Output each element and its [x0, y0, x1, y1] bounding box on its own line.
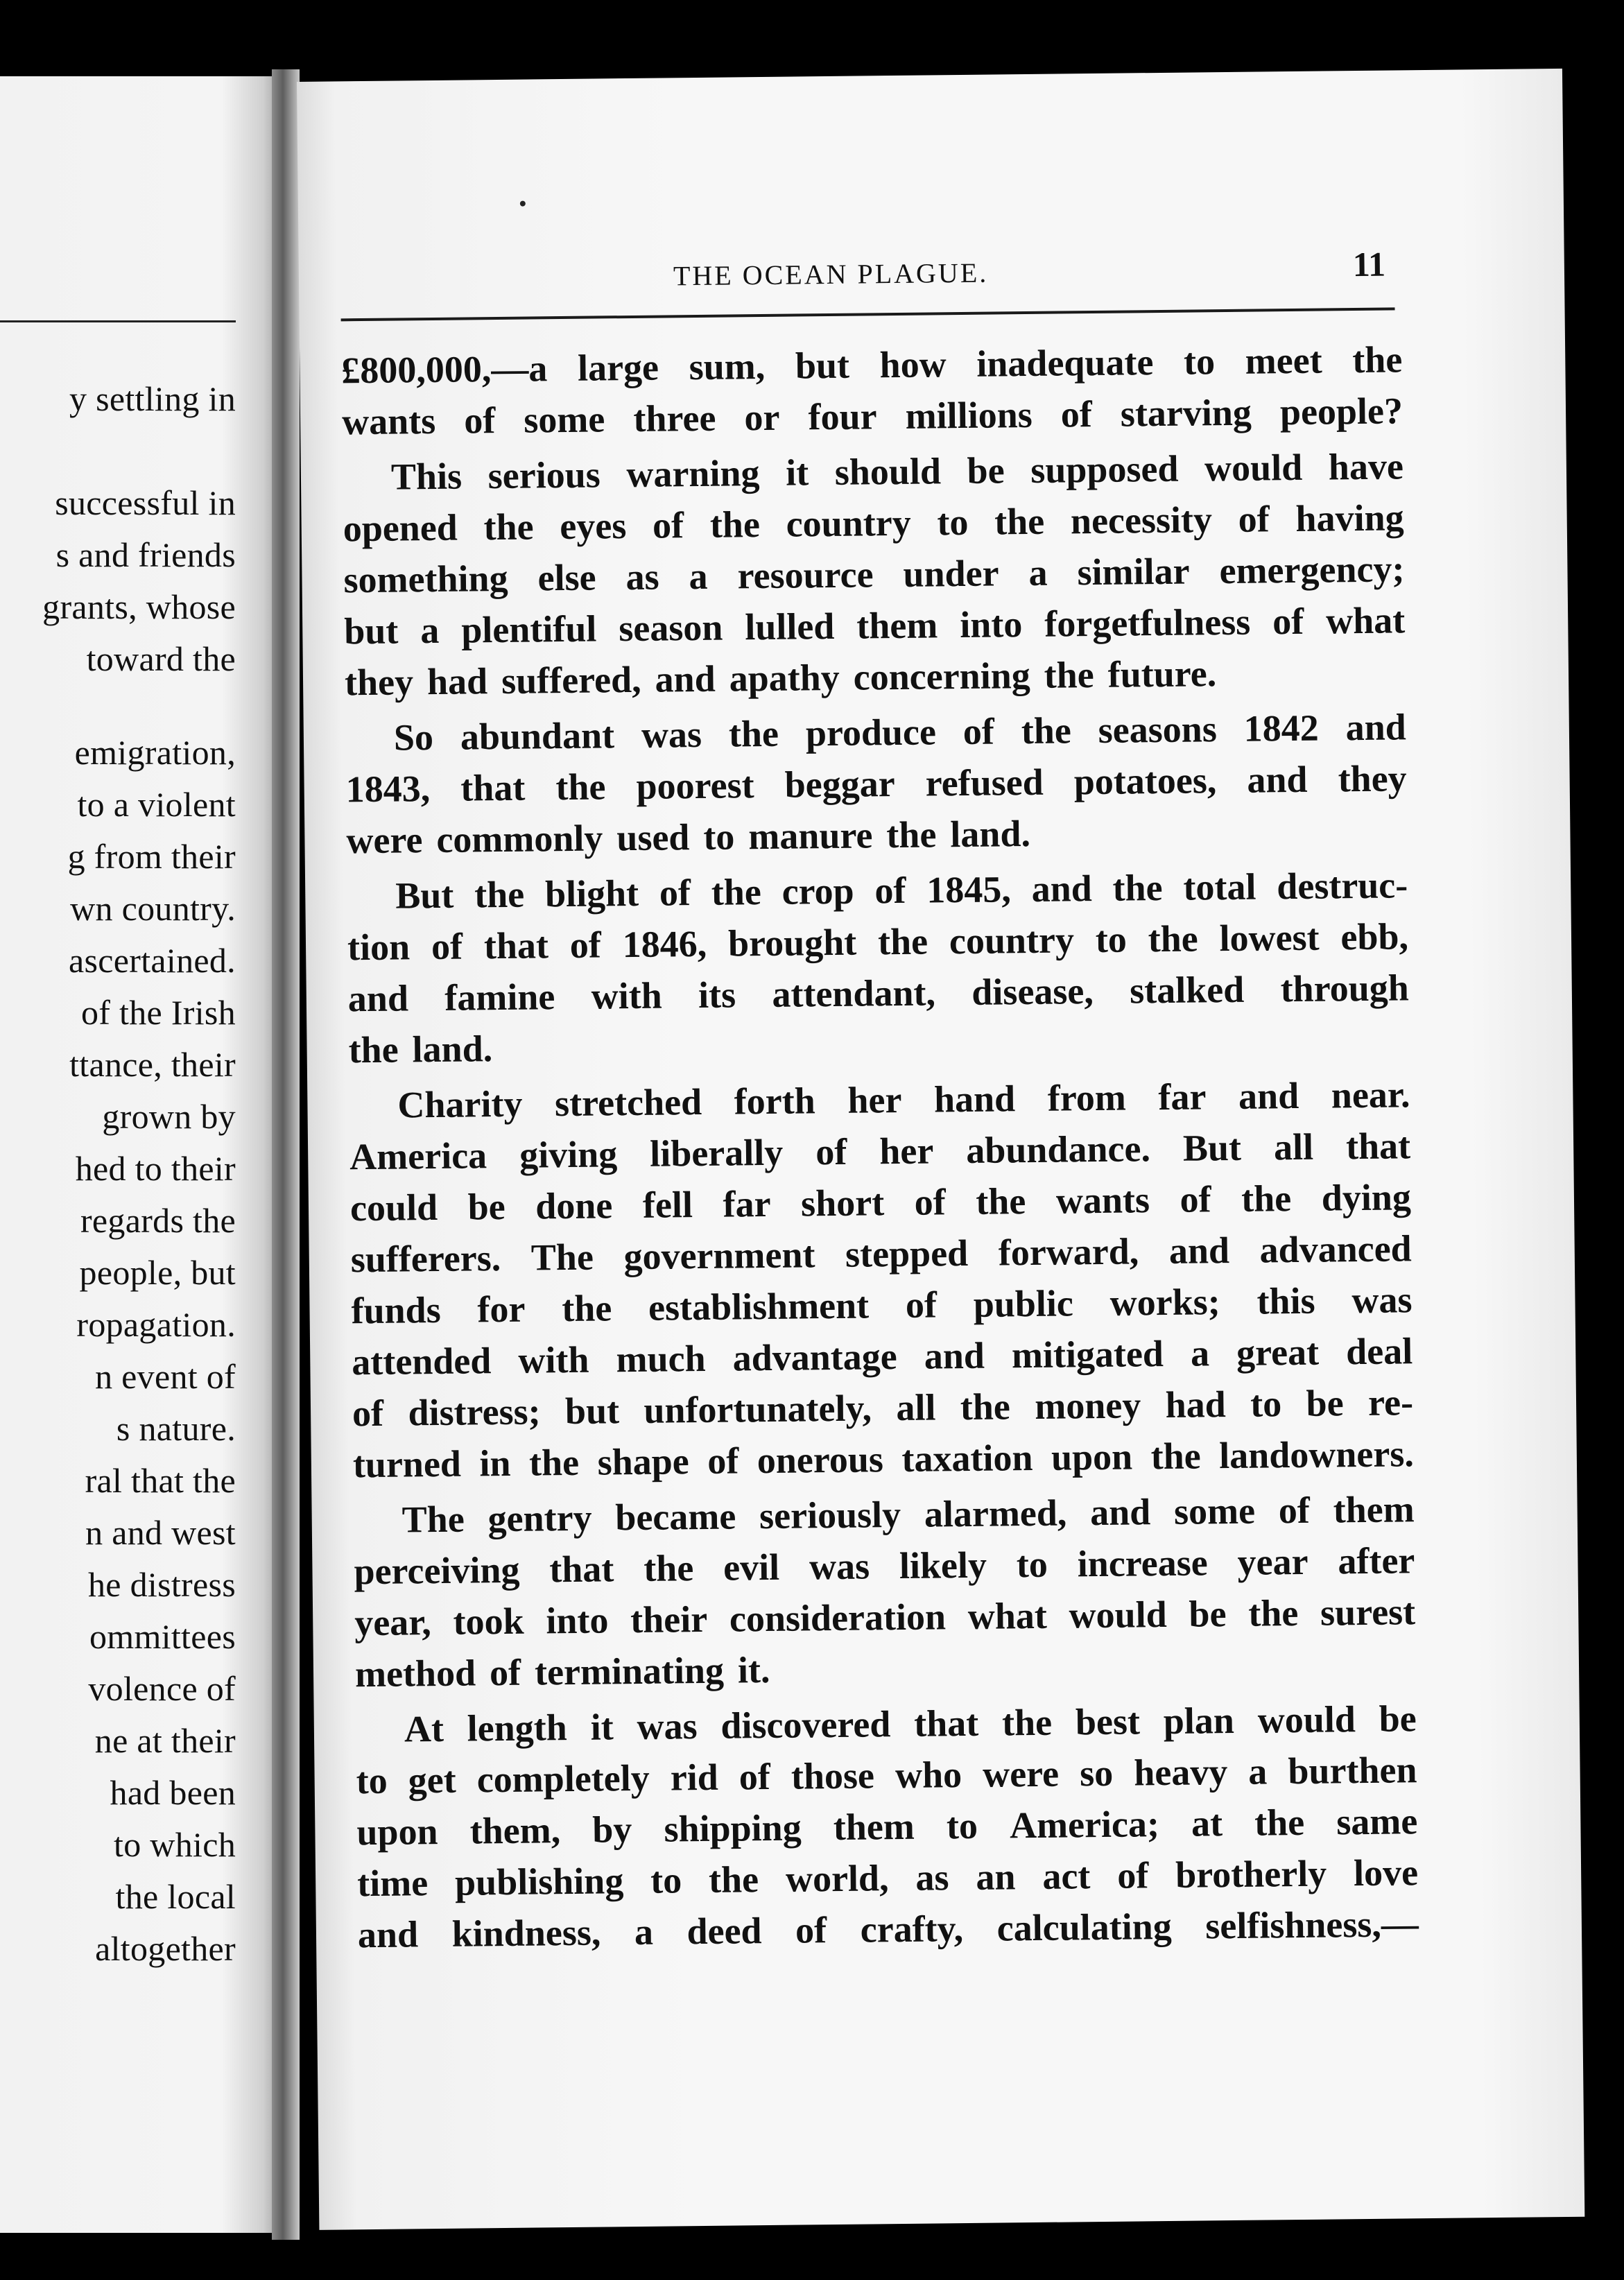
- text-line: The gentry became seriously alarmed, and some of them: [401, 1488, 1415, 1541]
- left-page-rule: [0, 320, 236, 322]
- text-line: upon them, by shipping them to America; at the same: [356, 1800, 1418, 1854]
- right-page: [297, 69, 1584, 2230]
- text-line: So abundant was the produce of the seasons 1842 and: [393, 706, 1407, 759]
- left-text-line: s nature.: [116, 1409, 236, 1448]
- text-line: but a plentiful season lulled them into forgetfulness of what: [343, 599, 1406, 653]
- text-line: sufferers. The government stepped forward, and advanced: [350, 1227, 1412, 1281]
- left-text-line: emigration,: [74, 733, 236, 772]
- text-line: tion of that of 1846, brought the country to the lowest ebb,: [347, 915, 1409, 969]
- left-text-line: hed to their: [75, 1149, 236, 1188]
- text-line: funds for the establishment of public works; this was: [351, 1279, 1413, 1332]
- left-text-line: volence of: [88, 1669, 236, 1708]
- text-line: could be done fell far short of the wants of the dying: [349, 1176, 1412, 1229]
- book-gutter: [272, 69, 300, 2240]
- left-text-line: n and west: [85, 1513, 236, 1552]
- text-line: turned in the shape of onerous taxation upon the landowners.: [352, 1433, 1415, 1486]
- left-text-line: ropagation.: [76, 1305, 236, 1344]
- left-text-line: ommittees: [89, 1617, 236, 1656]
- left-text-line: g from their: [67, 837, 236, 876]
- text-line: something else as a resource under a similar emergency;: [343, 548, 1405, 601]
- left-text-line: had been: [110, 1773, 236, 1812]
- text-line: they had suffered, and apathy concerning the future.: [344, 653, 1217, 704]
- left-text-line: ttance, their: [69, 1045, 236, 1084]
- left-page: [0, 76, 277, 2233]
- text-line: and kindness, a deed of crafty, calculating selfishness,—: [357, 1903, 1419, 1956]
- left-text-line: ne at their: [94, 1721, 236, 1760]
- text-line: and famine with its attendant, disease, stalked through: [347, 967, 1410, 1020]
- left-text-line: y settling in: [69, 379, 236, 418]
- text-line: America giving liberally of her abundance. But all that: [349, 1125, 1411, 1178]
- left-text-line: grants, whose: [42, 587, 236, 626]
- text-line: This serious warning it should be supposed would have: [390, 445, 1404, 498]
- text-line: 1843, that the poorest beggar refused potatoes, and they: [345, 757, 1407, 811]
- left-text-line: toward the: [86, 639, 236, 678]
- body-text: [341, 334, 1419, 1960]
- left-text-line: he distress: [88, 1565, 236, 1604]
- left-text-line: s and friends: [55, 535, 236, 574]
- left-text-line: altogether: [95, 1929, 236, 1968]
- text-line: perceiving that the evil was likely to increase year after: [354, 1539, 1415, 1593]
- ink-speck: [520, 201, 526, 207]
- left-text-line: people, but: [79, 1253, 236, 1292]
- left-text-line: the local: [115, 1877, 236, 1916]
- text-line: attended with much advantage and mitigated a great deal: [352, 1330, 1413, 1383]
- text-line: the land.: [348, 1028, 493, 1071]
- left-text-line: ral that the: [85, 1461, 236, 1500]
- text-line: year, took into their consideration what would be the surest: [354, 1591, 1416, 1644]
- left-text-line: grown by: [102, 1097, 236, 1136]
- text-line: were commonly used to manure the land.: [346, 812, 1031, 862]
- text-line: £800,000,—a large sum, but how inadequate to meet the: [341, 338, 1403, 392]
- text-line: At length it was discovered that the best plan would be: [404, 1698, 1417, 1750]
- left-text-line: regards the: [80, 1201, 236, 1240]
- page-number: 11: [1352, 244, 1386, 284]
- text-line: But the blight of the crop of 1845, and the total destruc-: [395, 864, 1408, 917]
- header-rule: [341, 307, 1395, 321]
- left-text-line: n event of: [95, 1357, 236, 1396]
- left-text-line: successful in: [55, 483, 236, 522]
- text-line: time publishing to the world, as an act of brotherly love: [356, 1851, 1419, 1905]
- text-line: method of terminating it.: [354, 1648, 770, 1695]
- text-line: Charity stretched forth her hand from far and near.: [397, 1073, 1410, 1126]
- running-head: THE OCEAN PLAGUE.: [673, 257, 989, 292]
- text-line: of distress; but unfortunately, all the money had to be re-: [352, 1381, 1414, 1435]
- text-line: opened the eyes of the country to the necessity of having: [343, 496, 1404, 550]
- text-line: wants of some three or four millions of starving people?: [341, 390, 1403, 443]
- left-text-line: ascertained.: [69, 941, 236, 980]
- left-text-line: to a violent: [77, 785, 236, 824]
- text-line: to get completely rid of those who were so heavy a burthen: [356, 1749, 1417, 1802]
- left-text-line: wn country.: [70, 889, 236, 928]
- left-text-line: of the Irish: [81, 993, 236, 1032]
- left-text-line: to which: [114, 1825, 236, 1864]
